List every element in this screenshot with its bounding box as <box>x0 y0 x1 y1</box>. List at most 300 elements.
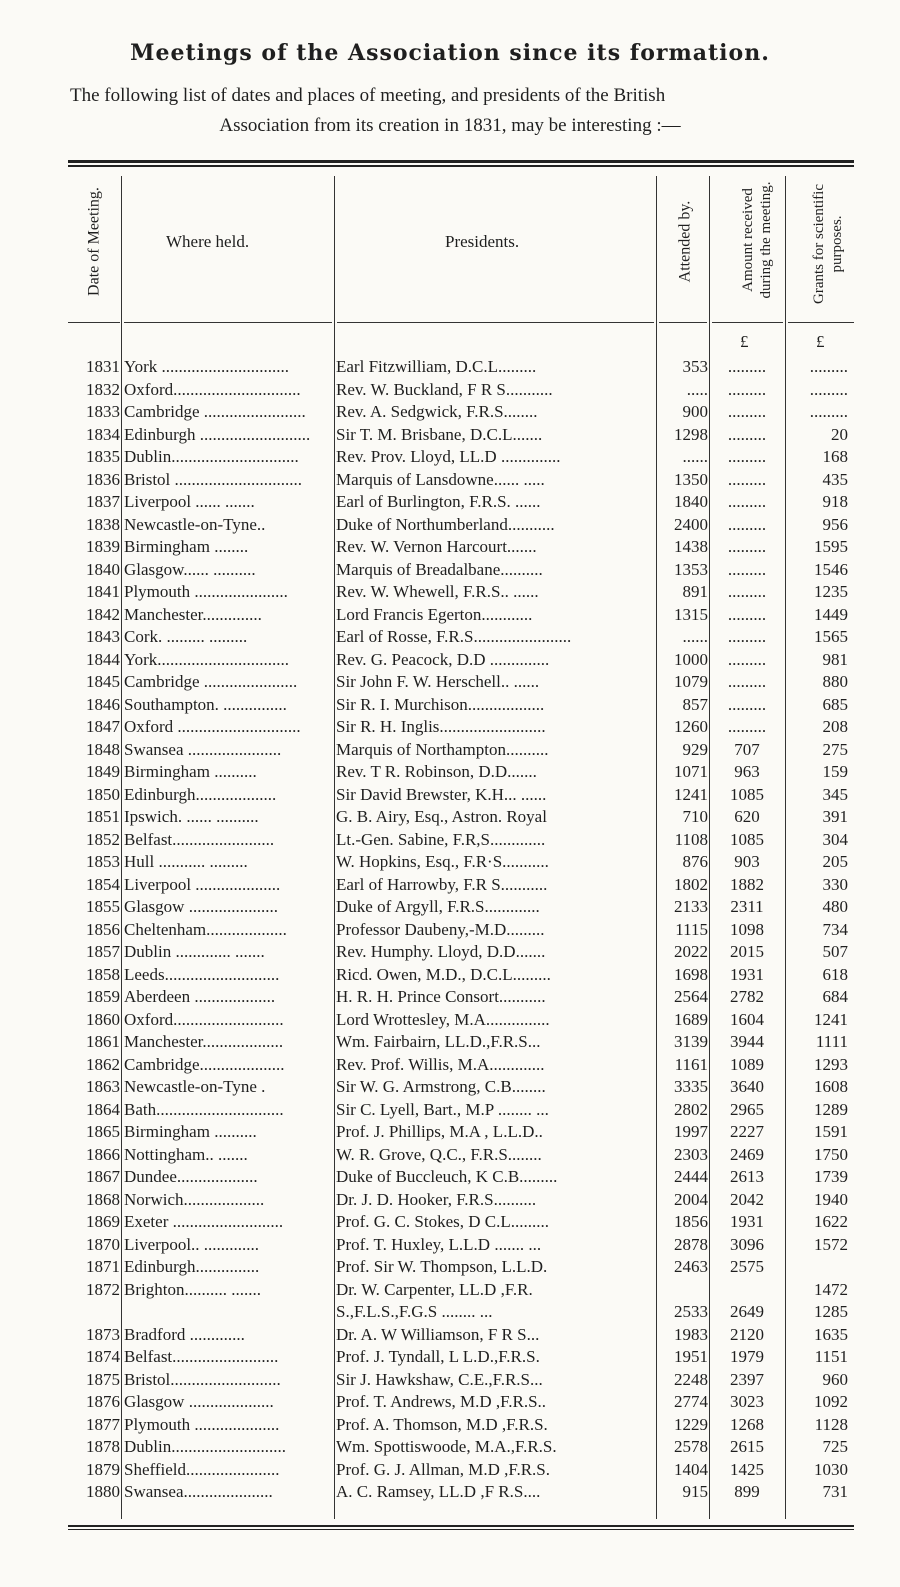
amount-received: 1268 <box>730 1414 764 1434</box>
scientific-grants: 1472 <box>814 1279 848 1299</box>
amount-received: 2965 <box>730 1099 764 1119</box>
table-row <box>68 1076 854 1099</box>
table-row <box>68 1234 854 1257</box>
meeting-president: G. B. Airy, Esq., Astron. Royal <box>336 807 547 826</box>
scientific-grants: 507 <box>822 942 848 961</box>
amount-received: 2042 <box>730 1189 764 1209</box>
attendance-count: 1229 <box>674 1414 708 1434</box>
attendance-count: 2774 <box>674 1392 708 1411</box>
amount-received: 2311 <box>730 897 764 916</box>
meeting-place: Newcastle-on-Tyne . <box>124 1077 266 1096</box>
scientific-grants: 684 <box>822 987 848 1006</box>
attendance-count: 2400 <box>674 514 708 534</box>
meeting-year: 1838 <box>86 514 120 534</box>
table-row <box>68 1189 854 1212</box>
meeting-year: 1843 <box>86 627 120 646</box>
table-row <box>68 1324 854 1347</box>
meeting-president: Prof. G. C. Stokes, D C.L......... <box>336 1212 549 1231</box>
meeting-place: Oxford.......................... <box>124 1009 284 1029</box>
table-row <box>68 784 854 807</box>
meeting-year: 1879 <box>86 1459 120 1479</box>
meeting-president: Rev. Prof. Willis, M.A............. <box>336 1054 545 1074</box>
attendance-count: 2463 <box>674 1257 708 1276</box>
scientific-grants: 168 <box>822 447 848 466</box>
meeting-year: 1858 <box>86 964 120 984</box>
meeting-year: 1837 <box>86 492 120 511</box>
meeting-president: Prof. T. Andrews, M.D ,F.R.S.. <box>336 1392 547 1411</box>
meeting-year: 1839 <box>86 537 120 556</box>
attendance-count: 1000 <box>674 649 708 669</box>
amount-received: ......... <box>727 447 767 466</box>
meeting-place: Glasgow...... .......... <box>124 559 256 579</box>
meeting-president: Rev. Prov. Lloyd, LL.D .............. <box>336 447 561 466</box>
meeting-president: Duke of Argyll, F.R.S............. <box>336 897 540 916</box>
amount-received: 2782 <box>730 987 764 1006</box>
meeting-year: 1865 <box>86 1122 120 1141</box>
meeting-president: Earl of Harrowby, F.R S........... <box>336 874 548 894</box>
scientific-grants: 1241 <box>814 1009 848 1029</box>
meeting-president: Marquis of Breadalbane.......... <box>336 559 543 579</box>
meeting-year: 1832 <box>86 379 120 399</box>
attendance-count: 2802 <box>674 1099 708 1119</box>
scientific-grants: 685 <box>822 694 848 714</box>
meeting-place: Leeds........................... <box>124 964 280 984</box>
attendance-count: 1298 <box>674 424 708 444</box>
attendance-count: 900 <box>682 402 708 421</box>
amount-received: 3640 <box>730 1077 764 1096</box>
scientific-grants: 956 <box>822 514 848 534</box>
attendance-count: 2444 <box>674 1167 708 1186</box>
amount-received: ......... <box>727 649 767 669</box>
scientific-grants: 1546 <box>814 559 848 579</box>
meeting-president: Lt.-Gen. Sabine, F.R,S............. <box>336 829 546 849</box>
scientific-grants: 1750 <box>814 1144 848 1164</box>
table-row <box>68 1256 854 1279</box>
header-rule <box>712 322 783 323</box>
scientific-grants: 731 <box>822 1482 848 1501</box>
table-row <box>68 1279 854 1302</box>
meeting-place: Plymouth ...................... <box>124 582 288 601</box>
attendance-count: 1404 <box>674 1459 708 1479</box>
attendance-count: 915 <box>682 1482 708 1501</box>
amount-received: 1089 <box>730 1054 764 1074</box>
scientific-grants: 1595 <box>814 537 848 556</box>
meeting-year: 1863 <box>86 1077 120 1096</box>
amount-received: 707 <box>734 739 760 759</box>
table-row <box>68 559 854 582</box>
meeting-president: Duke of Buccleuch, K C.B......... <box>336 1167 558 1186</box>
meeting-president: Prof. Sir W. Thompson, L.L.D. <box>336 1257 548 1276</box>
scientific-grants: 1128 <box>814 1414 848 1434</box>
meeting-president: W. R. Grove, Q.C., F.R.S........ <box>336 1144 542 1164</box>
attendance-count: ...... <box>682 627 708 646</box>
amount-received: ......... <box>727 694 767 714</box>
meeting-place: Dublin.............................. <box>124 447 299 466</box>
meeting-year: 1878 <box>86 1437 120 1456</box>
table-row <box>68 739 854 762</box>
attendance-count: 857 <box>682 694 708 714</box>
table-row <box>68 716 854 739</box>
meeting-president: Sir John F. W. Herschell.. ...... <box>336 672 540 691</box>
scientific-grants: 208 <box>822 717 848 736</box>
scientific-grants: 1285 <box>814 1302 848 1321</box>
meeting-president: Sir R. H. Inglis......................... <box>336 717 546 736</box>
amount-received: ......... <box>727 582 767 601</box>
meeting-year: 1851 <box>86 807 120 826</box>
table-row <box>68 1346 854 1369</box>
table-row <box>68 446 854 469</box>
meeting-year: 1874 <box>86 1347 120 1366</box>
meeting-president: Earl Fitzwilliam, D.C.L......... <box>336 357 537 376</box>
header-where-held: Where held. <box>166 232 250 251</box>
attendance-count: 2303 <box>674 1144 708 1164</box>
meeting-place: Aberdeen ................... <box>124 987 276 1006</box>
table-bottom-rule <box>68 1525 854 1530</box>
meeting-president: Sir C. Lyell, Bart., M.P ........ ... <box>336 1099 549 1119</box>
amount-received: 2649 <box>730 1302 764 1321</box>
amount-received: 2015 <box>730 942 764 961</box>
attendance-count: 1353 <box>674 559 708 579</box>
meeting-year: 1848 <box>86 739 120 759</box>
scientific-grants: 1092 <box>814 1392 848 1411</box>
header-rule <box>124 322 332 323</box>
meeting-president: Marquis of Northampton.......... <box>336 739 549 759</box>
attendance-count: 1856 <box>674 1212 708 1231</box>
meeting-place: Edinburgh................... <box>124 784 277 804</box>
table-row <box>68 514 854 537</box>
header-rule <box>68 322 120 323</box>
meeting-place: Norwich................... <box>124 1189 265 1209</box>
meeting-president: Earl of Burlington, F.R.S. ...... <box>336 492 541 511</box>
meeting-place: Newcastle-on-Tyne.. <box>124 514 266 534</box>
meeting-place: Glasgow .................... <box>124 1392 274 1411</box>
table-row <box>68 1391 854 1414</box>
meeting-year: 1856 <box>86 919 120 939</box>
attendance-count: 876 <box>682 852 708 871</box>
meeting-president: Prof. T. Huxley, L.L.D ....... ... <box>336 1234 542 1254</box>
page-title: Meetings of the Association since its formation. <box>130 40 770 66</box>
meeting-year: 1867 <box>86 1167 120 1186</box>
scientific-grants: 1572 <box>814 1234 848 1254</box>
meeting-president: Lord Wrottesley, M.A............... <box>336 1009 550 1029</box>
table-row <box>68 1009 854 1032</box>
attendance-count: 1698 <box>674 964 708 984</box>
amount-received: ......... <box>727 672 767 691</box>
meeting-president: Prof. J. Tyndall, L L.D.,F.R.S. <box>336 1347 540 1366</box>
meeting-year: 1871 <box>86 1257 120 1276</box>
meeting-year: 1845 <box>86 672 120 691</box>
scientific-grants: 1030 <box>814 1459 848 1479</box>
meeting-year: 1847 <box>86 717 120 736</box>
meeting-president: Rev. Humphy. Lloyd, D.D....... <box>336 942 546 961</box>
meeting-president: Prof. J. Phillips, M.A , L.L.D.. <box>336 1122 543 1141</box>
amount-received: 1098 <box>730 919 764 939</box>
attendance-count: 2133 <box>674 897 708 916</box>
table-row <box>68 356 854 379</box>
meeting-place: Bristol.......................... <box>124 1369 281 1389</box>
attendance-count: 1350 <box>674 469 708 489</box>
meeting-president: H. R. H. Prince Consort........... <box>336 987 546 1006</box>
table-row <box>68 491 854 514</box>
meeting-place: Manchester................... <box>124 1032 284 1051</box>
attendance-count: 3139 <box>674 1032 708 1051</box>
meeting-president: Prof. G. J. Allman, M.D ,F.R.S. <box>336 1459 551 1479</box>
meeting-place: Cambridge.................... <box>124 1054 285 1074</box>
meeting-year: 1852 <box>86 829 120 849</box>
attendance-count: 1951 <box>674 1347 708 1366</box>
table-row <box>68 874 854 897</box>
scientific-grants: 1111 <box>815 1032 848 1051</box>
meeting-year: 1842 <box>86 604 120 624</box>
meeting-place: Hull ........... ......... <box>124 852 248 871</box>
attendance-count: 1115 <box>675 919 708 939</box>
table-row <box>68 761 854 784</box>
amount-received: 3096 <box>730 1234 764 1254</box>
amount-received: ......... <box>727 357 767 376</box>
pound-sign-grants: £ <box>816 332 825 351</box>
table-row <box>68 536 854 559</box>
amount-received: 903 <box>734 852 760 871</box>
meeting-year: 1846 <box>86 694 120 714</box>
header-grants: Grants for scientific purposes. <box>811 184 845 304</box>
meeting-year: 1850 <box>86 784 120 804</box>
meeting-place: Liverpool ...... ....... <box>124 492 255 511</box>
amount-received: 963 <box>734 762 760 781</box>
amount-received: ......... <box>727 627 767 646</box>
meeting-place: Cork. ......... ......... <box>124 627 248 646</box>
meeting-president: Rev. A. Sedgwick, F.R.S........ <box>336 402 538 421</box>
scientific-grants: ......... <box>809 402 848 421</box>
attendance-count: 1689 <box>674 1009 708 1029</box>
attendance-count: 2004 <box>674 1189 708 1209</box>
meeting-year: 1880 <box>86 1482 120 1501</box>
meeting-year: 1854 <box>86 874 120 894</box>
attendance-count: 1071 <box>674 762 708 781</box>
meeting-president: Wm. Fairbairn, LL.D.,F.R.S... <box>336 1032 541 1051</box>
scientific-grants: 880 <box>822 672 848 691</box>
meeting-president: Sir T. M. Brisbane, D.C.L....... <box>336 424 543 444</box>
table-row <box>68 919 854 942</box>
scientific-grants: 480 <box>822 897 848 916</box>
meeting-president: S.,F.L.S.,F.G.S ........ ... <box>336 1302 493 1321</box>
scientific-grants: 1739 <box>814 1167 848 1186</box>
meeting-year: 1872 <box>86 1279 120 1299</box>
scientific-grants: 1293 <box>814 1054 848 1074</box>
table-row <box>68 671 854 694</box>
meeting-president: Sir J. Hawkshaw, C.E.,F.R.S... <box>336 1369 543 1389</box>
meeting-president: Sir R. I. Murchison.................. <box>336 694 545 714</box>
table-row <box>68 964 854 987</box>
amount-received: 2615 <box>730 1437 764 1456</box>
intro-line-2: Association from its creation in 1831, may be interesting :— <box>219 115 681 136</box>
scientific-grants: 734 <box>822 919 848 939</box>
meeting-place: Sheffield...................... <box>124 1459 280 1479</box>
scientific-grants: 1622 <box>814 1212 848 1231</box>
amount-received: ......... <box>727 424 767 444</box>
scientific-grants: ......... <box>809 379 848 399</box>
scientific-grants: 1635 <box>814 1324 848 1344</box>
meeting-year: 1861 <box>86 1032 120 1051</box>
attendance-count: ..... <box>686 379 708 399</box>
meeting-year: 1840 <box>86 559 120 579</box>
scientific-grants: 391 <box>822 807 848 826</box>
scientific-grants: 1565 <box>814 627 848 646</box>
table-row <box>68 851 854 874</box>
table-row <box>68 379 854 402</box>
meeting-year: 1877 <box>86 1414 120 1434</box>
scientific-grants: 20 <box>831 424 848 444</box>
table-row <box>68 424 854 447</box>
meeting-year: 1844 <box>86 649 120 669</box>
scientific-grants: 275 <box>822 739 848 759</box>
meeting-place: Dundee................... <box>124 1167 258 1186</box>
meeting-place: Nottingham.. ....... <box>124 1144 248 1164</box>
attendance-count: 2564 <box>674 987 708 1006</box>
meeting-place: Edinburgh............... <box>124 1257 260 1276</box>
meeting-place: Swansea..................... <box>124 1482 273 1501</box>
meeting-year: 1857 <box>86 942 120 961</box>
meeting-president: Dr. J. D. Hooker, F.R.S.......... <box>336 1189 537 1209</box>
meeting-place: Plymouth .................... <box>124 1414 280 1434</box>
meeting-president: Ricd. Owen, M.D., D.C.L......... <box>336 964 551 984</box>
attendance-count: 1840 <box>674 492 708 511</box>
attendance-count: 2578 <box>674 1437 708 1456</box>
attendance-count: 710 <box>682 807 708 826</box>
table-top-rule <box>68 160 854 167</box>
table-row <box>68 829 854 852</box>
meeting-place: Birmingham ........ <box>124 537 249 556</box>
meeting-president: Earl of Rosse, F.R.S....................... <box>336 627 572 646</box>
meeting-year: 1855 <box>86 897 120 916</box>
table-row <box>68 1481 854 1504</box>
meeting-year: 1869 <box>86 1212 120 1231</box>
meeting-president: Lord Francis Egerton............ <box>336 604 533 624</box>
attendance-count: 1241 <box>674 784 708 804</box>
attendance-count: 1438 <box>674 537 708 556</box>
amount-received: 1979 <box>730 1347 764 1366</box>
meeting-place: Belfast........................ <box>124 829 275 849</box>
table-row <box>68 1166 854 1189</box>
amount-received: 2397 <box>730 1369 764 1389</box>
amount-received: 2575 <box>730 1257 764 1276</box>
scientific-grants: ......... <box>809 357 848 376</box>
scientific-grants: 960 <box>822 1369 848 1389</box>
meeting-place: Southampton. ............... <box>124 694 287 714</box>
attendance-count: 1997 <box>674 1122 708 1141</box>
amount-received: 1931 <box>730 1212 764 1231</box>
meeting-place: Brighton.......... ....... <box>124 1279 261 1299</box>
amount-received: ......... <box>727 379 767 399</box>
meeting-place: Cheltenham................... <box>124 919 287 939</box>
scientific-grants: 304 <box>822 829 848 849</box>
attendance-count: ...... <box>682 447 708 466</box>
meeting-year: 1870 <box>86 1234 120 1254</box>
amount-received: ......... <box>727 604 767 624</box>
table-row <box>68 401 854 424</box>
meeting-year: 1873 <box>86 1324 120 1344</box>
meeting-year: 1835 <box>86 447 120 466</box>
attendance-count: 1079 <box>674 672 708 691</box>
meeting-year: 1875 <box>86 1369 120 1389</box>
amount-received: 2120 <box>730 1324 764 1344</box>
attendance-count: 2533 <box>674 1302 708 1321</box>
meeting-place: York .............................. <box>124 357 289 376</box>
attendance-count: 1260 <box>674 717 708 736</box>
amount-received: 1931 <box>730 964 764 984</box>
attendance-count: 2248 <box>674 1369 708 1389</box>
header-rule <box>659 322 707 323</box>
meeting-year: 1841 <box>86 582 120 601</box>
meeting-place: Bradford ............. <box>124 1324 245 1344</box>
attendance-count: 2878 <box>674 1234 708 1254</box>
meeting-year: 1853 <box>86 852 120 871</box>
attendance-count: 1108 <box>674 829 708 849</box>
amount-received: 2613 <box>730 1167 764 1186</box>
scientific-grants: 1608 <box>814 1077 848 1096</box>
meeting-president: A. C. Ramsey, LL.D ,F R.S.... <box>336 1482 541 1501</box>
scientific-grants: 918 <box>822 492 848 511</box>
header-attended: Attended by. <box>676 200 694 283</box>
table-row <box>68 604 854 627</box>
table-row <box>68 1301 854 1324</box>
meeting-year: 1849 <box>86 762 120 781</box>
table-row <box>68 1031 854 1054</box>
table-row <box>68 806 854 829</box>
meeting-president: Dr. W. Carpenter, LL.D ,F.R. <box>336 1279 533 1299</box>
table-row <box>68 1144 854 1167</box>
scientific-grants: 981 <box>822 649 848 669</box>
attendance-count: 3335 <box>674 1077 708 1096</box>
header-rule <box>788 322 854 323</box>
amount-received: 620 <box>734 807 760 826</box>
header-rule <box>337 322 654 323</box>
amount-received: 1425 <box>730 1459 764 1479</box>
attendance-count: 929 <box>682 739 708 759</box>
attendance-count: 1315 <box>674 604 708 624</box>
meeting-place: Ipswich. ...... .......... <box>124 807 259 826</box>
meeting-president: Wm. Spottiswoode, M.A.,F.R.S. <box>336 1437 557 1456</box>
meeting-president: Duke of Northumberland........... <box>336 514 555 534</box>
meeting-place: Edinburgh .......................... <box>124 424 311 444</box>
meeting-place: Dublin........................... <box>124 1437 286 1456</box>
meeting-place: Cambridge ...................... <box>124 672 298 691</box>
meeting-year: 1831 <box>86 357 120 376</box>
meeting-place: Bristol .............................. <box>124 469 303 489</box>
meeting-year: 1833 <box>86 402 120 421</box>
pound-sign-amount: £ <box>740 332 749 351</box>
meeting-year: 1864 <box>86 1099 120 1119</box>
scientific-grants: 435 <box>822 469 848 489</box>
meeting-place: Liverpool.. ............. <box>124 1234 260 1254</box>
amount-received: 1604 <box>730 1009 764 1029</box>
meeting-president: W. Hopkins, Esq., F.R·S........... <box>336 852 549 871</box>
meeting-place: Birmingham .......... <box>124 762 257 781</box>
scientific-grants: 330 <box>822 874 848 894</box>
table-row <box>68 896 854 919</box>
table-row <box>68 986 854 1009</box>
meeting-president: Sir W. G. Armstrong, C.B........ <box>336 1077 546 1096</box>
meeting-president: Rev. W. Whewell, F.R.S.. ...... <box>336 582 539 601</box>
attendance-count: 2022 <box>674 942 708 961</box>
meeting-place: Swansea ...................... <box>124 739 282 759</box>
table-row <box>68 581 854 604</box>
table-row <box>68 626 854 649</box>
scientific-grants: 1151 <box>814 1347 848 1366</box>
scientific-grants: 1235 <box>814 582 848 601</box>
amount-received: 2469 <box>730 1144 764 1164</box>
meeting-place: Cambridge ........................ <box>124 402 306 421</box>
meeting-place: Birmingham .......... <box>124 1122 257 1141</box>
